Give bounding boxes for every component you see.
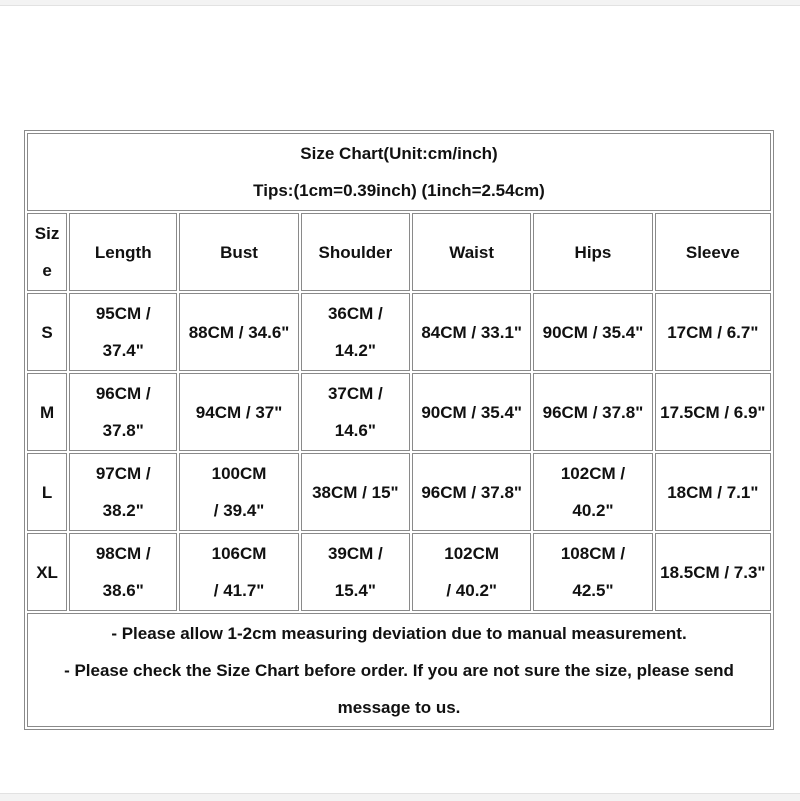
header-length: Length <box>69 213 177 291</box>
hips-cell: 90CM / 35.4" <box>533 293 652 371</box>
table-row <box>27 453 771 531</box>
header-shoulder: Shoulder <box>301 213 410 291</box>
bust-cell: 94CM / 37" <box>179 373 298 451</box>
top-edge <box>0 0 800 6</box>
table-row <box>27 373 771 451</box>
waist-cell: 102CM / 40.2" <box>412 533 531 611</box>
chart-tips: Tips:(1cm=0.39inch) (1inch=2.54cm) <box>253 181 545 200</box>
sleeve-cell: 18.5CM / 7.3" <box>655 533 771 611</box>
bust-cell: 88CM / 34.6" <box>179 293 298 371</box>
size-cell: M <box>27 373 67 451</box>
sleeve-cell: 17CM / 6.7" <box>655 293 771 371</box>
note-measurement: - Please allow 1-2cm measuring deviation due to manual measurement. <box>111 623 687 643</box>
length-cell: 95CM / 37.4" <box>69 293 177 371</box>
bust-cell: 100CM / 39.4" <box>179 453 298 531</box>
waist-cell: 84CM / 33.1" <box>412 293 531 371</box>
header-row <box>27 213 771 291</box>
header-sleeve: Sleeve <box>655 213 771 291</box>
waist-cell: 96CM / 37.8" <box>412 453 531 531</box>
table-row <box>27 533 771 611</box>
sleeve-cell: 17.5CM / 6.9" <box>655 373 771 451</box>
hips-cell: 102CM / 40.2" <box>533 453 652 531</box>
size-cell: XL <box>27 533 67 611</box>
shoulder-cell: 39CM / 15.4" <box>301 533 410 611</box>
length-cell: 98CM / 38.6" <box>69 533 177 611</box>
title-row <box>27 133 771 211</box>
shoulder-cell: 37CM / 14.6" <box>301 373 410 451</box>
notes-row <box>27 613 771 727</box>
header-bust: Bust <box>179 213 298 291</box>
bust-cell: 106CM / 41.7" <box>179 533 298 611</box>
notes-cell <box>27 613 771 727</box>
header-size: Size <box>27 213 67 291</box>
waist-cell: 90CM / 35.4" <box>412 373 531 451</box>
hips-cell: 108CM / 42.5" <box>533 533 652 611</box>
length-cell: 96CM / 37.8" <box>69 373 177 451</box>
shoulder-cell: 36CM / 14.2" <box>301 293 410 371</box>
length-cell: 97CM / 38.2" <box>69 453 177 531</box>
header-hips: Hips <box>533 213 652 291</box>
hips-cell: 96CM / 37.8" <box>533 373 652 451</box>
note-check-size: - Please check the Size Chart before order. If you are not sure the size, please send message to us. <box>64 660 734 717</box>
table-row <box>27 293 771 371</box>
header-waist: Waist <box>412 213 531 291</box>
sleeve-cell: 18CM / 7.1" <box>655 453 771 531</box>
shoulder-cell: 38CM / 15" <box>301 453 410 531</box>
size-cell: S <box>27 293 67 371</box>
title-cell <box>27 133 771 211</box>
size-cell: L <box>27 453 67 531</box>
size-chart-table <box>24 130 774 730</box>
chart-title: Size Chart(Unit:cm/inch) <box>300 144 498 163</box>
